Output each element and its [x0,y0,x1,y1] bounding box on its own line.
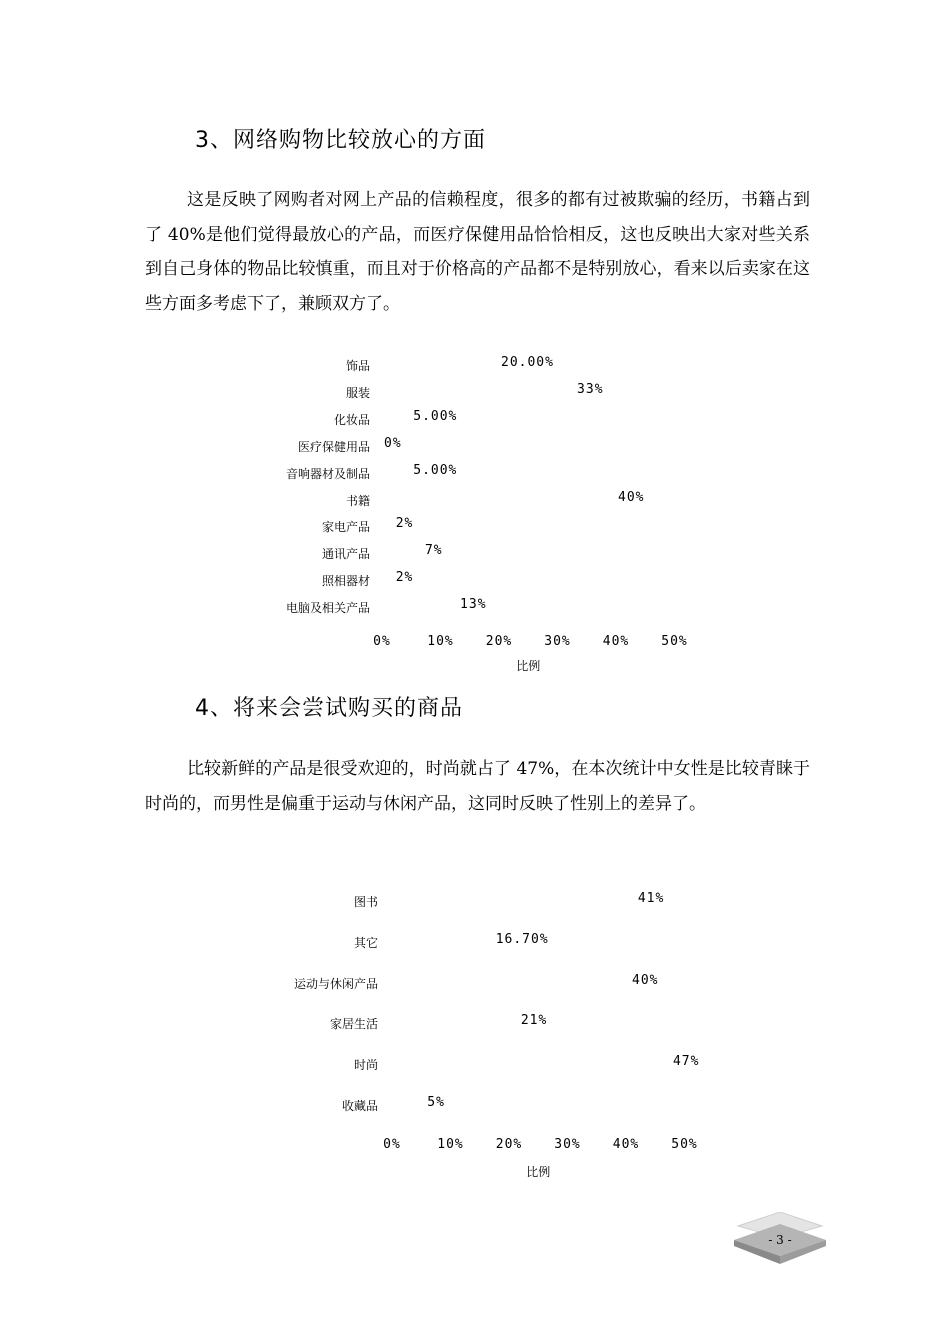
value-label: 2% [395,516,414,532]
value-label: 0% [384,435,402,451]
category-label: 照相器材 [321,574,370,589]
category-label: 图书 [353,895,378,909]
x-tick-label: 50% [661,634,688,649]
category-label: 医疗保健用品 [297,439,370,454]
x-tick-label: 30% [554,1137,581,1152]
value-label: 13% [460,597,487,613]
x-tick-label: 20% [495,1137,523,1152]
category-label: 音响器材及制品 [285,466,370,481]
category-label: 化妆品 [333,412,370,427]
category-label: 通讯产品 [321,547,370,562]
x-tick-label: 40% [612,1137,640,1152]
category-label: 收藏品 [341,1099,378,1113]
value-label: 5% [427,1095,445,1110]
value-label: 7% [424,543,443,559]
section-4-paragraph: 比较新鲜的产品是很受欢迎的，时尚就占了 47%，在本次统计中女性是比较青睐于时尚的，而男性是偏重于运动与休闲产品，这同时反映了性别上的差异了。 [145,759,810,814]
category-label: 饰品 [345,359,370,373]
x-tick-label: 10% [427,634,454,649]
value-label: 2% [395,570,414,586]
value-label: 5.00% [413,462,458,478]
x-tick-label: 0% [383,1137,401,1152]
value-label: 40% [618,489,645,505]
category-label: 电脑及相关产品 [285,601,370,616]
x-axis-label: 比例 [516,659,541,673]
value-label: 21% [520,1013,548,1029]
category-label: 家电产品 [321,520,370,535]
value-label: 33% [577,381,604,397]
value-label: 47% [672,1054,700,1070]
category-label: 时尚 [353,1058,378,1073]
x-tick-label: 10% [437,1137,464,1152]
value-label: 16.70% [495,931,549,947]
x-tick-label: 40% [602,634,630,649]
category-label: 家居生活 [329,1017,378,1032]
x-tick-label: 50% [671,1137,698,1152]
section-3-paragraph: 这是反映了网购者对网上产品的信赖程度，很多的都有过被欺骗的经历，书籍占到了 40%是他们觉得最放心的产品，而医疗保健用品恰恰相反，这也反映出大家对些关系到自己身体的物品比较慎重，而且对于价格高的产品都不是特别放心，看来以后卖家在这些方面多考虑下了，兼顾双方了。 [145,190,810,314]
value-label: 20.00% [501,355,554,370]
page-number: - 3 - [768,1233,792,1247]
category-label: 运动与休闲产品 [293,976,378,991]
x-tick-label: 30% [544,634,571,649]
category-label: 书籍 [345,493,370,508]
section-4-heading: 4、将来会尝试购买的商品 [195,696,463,721]
section-3-heading: 3、网络购物比较放心的方面 [195,128,486,153]
x-axis-label: 比例 [526,1165,551,1179]
x-tick-label: 0% [373,634,391,649]
value-label: 5.00% [413,408,458,424]
value-label: 40% [632,972,659,988]
category-label: 其它 [353,935,378,950]
category-label: 服装 [345,385,370,400]
value-label: 41% [637,891,665,906]
x-tick-label: 20% [485,634,513,649]
